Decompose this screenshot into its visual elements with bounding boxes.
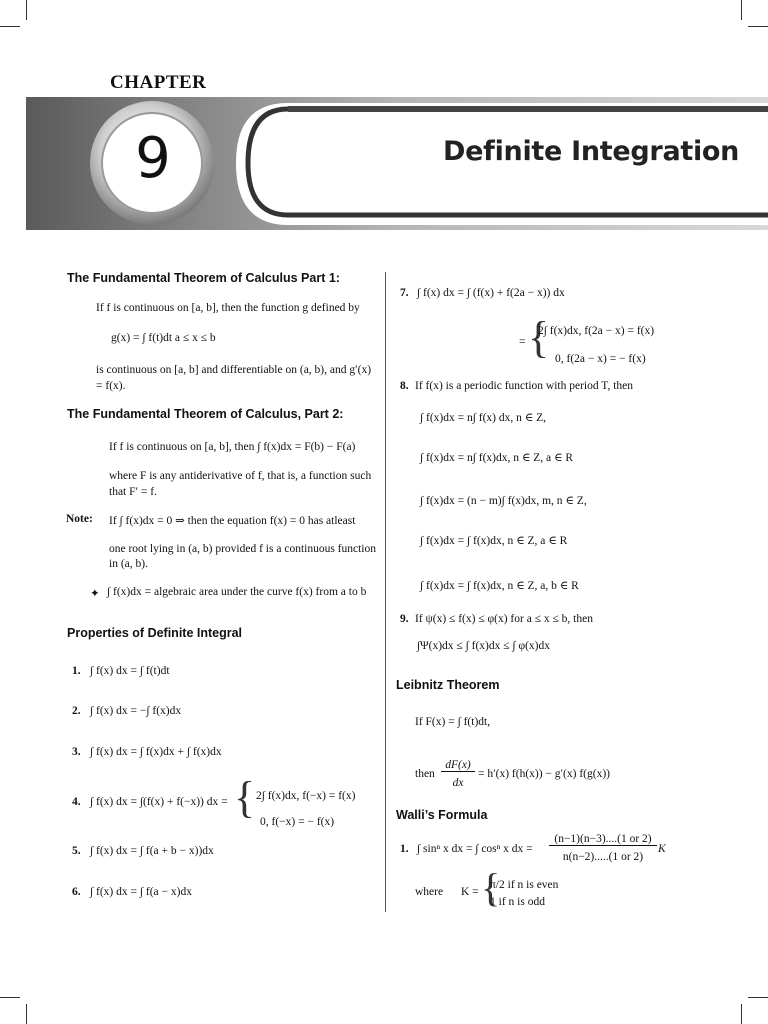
wallis-expr: ∫ sinⁿ x dx = ∫ cosⁿ x dx =	[417, 843, 533, 855]
properties-heading: Properties of Definite Integral	[67, 626, 243, 640]
column-divider	[385, 272, 386, 912]
brace-icon: {	[528, 313, 550, 362]
crop-mark	[26, 1004, 27, 1024]
wallis-k: K	[658, 843, 666, 855]
ftc2-line1: If f is continuous on [a, b], then ∫ f(x)dx = F(b) − F(a)	[109, 441, 356, 453]
ftc2-heading: The Fundamental Theorem of Calculus, Part 2:	[67, 407, 344, 421]
wallis-num: 1.	[400, 843, 409, 855]
item7-expr: ∫ f(x) dx = ∫ (f(x) + f(2a − x)) dx	[417, 287, 565, 299]
ftc1-line1: If f is continuous on [a, b], then the function g defined by	[96, 302, 360, 314]
item9-expr: ∫Ψ(x)dx ≤ ∫ f(x)dx ≤ ∫ φ(x)dx	[417, 640, 551, 652]
note-label: Note:	[66, 513, 93, 525]
leibnitz-line1: If F(x) = ∫ f(t)dt,	[415, 716, 491, 728]
item7-num: 7.	[400, 287, 409, 299]
property-expr: ∫ f(x) dx = ∫ f(t)dt	[90, 665, 170, 677]
equals-sign: =	[519, 336, 526, 348]
property4-case2: 0, f(−x) = − f(x)	[260, 816, 335, 828]
item8-line: ∫ f(x)dx = ∫ f(x)dx, n ∈ Z, a, b ∈ R	[420, 580, 579, 592]
item9-num: 9.	[400, 613, 409, 625]
item7-case1: 2∫ f(x)dx, f(2a − x) = f(x)	[538, 325, 655, 337]
property-num: 1.	[72, 665, 81, 677]
wallis-k-case1: π/2 if n is even	[490, 879, 559, 891]
property-expr: ∫ f(x) dx = ∫ f(a + b − x))dx	[90, 845, 214, 857]
property4-case1: 2∫ f(x)dx, f(−x) = f(x)	[256, 790, 356, 802]
leibnitz-frac-bottom: dx	[452, 777, 464, 789]
wallis-heading: Walli’s Formula	[396, 808, 488, 822]
ftc2-line3: that F′ = f.	[109, 486, 157, 498]
crop-mark	[0, 26, 20, 27]
wallis-k-eq: K =	[461, 886, 479, 898]
chapter-number: 9	[135, 126, 171, 191]
property-num: 6.	[72, 886, 81, 898]
note-line3: in (a, b).	[109, 558, 148, 570]
property-expr: ∫ f(x) dx = ∫ f(x)dx + ∫ f(x)dx	[90, 746, 222, 758]
note-line2: one root lying in (a, b) provided f is a continuous function	[109, 543, 377, 555]
ftc1-heading: The Fundamental Theorem of Calculus Part 1:	[67, 271, 340, 285]
item8-line: ∫ f(x)dx = (n − m)∫ f(x)dx, m, n ∈ Z,	[420, 495, 587, 507]
ftc1-line3: = f(x).	[96, 380, 126, 392]
brace-icon: {	[234, 773, 256, 822]
crop-mark	[741, 1004, 742, 1024]
property-num: 3.	[72, 746, 81, 758]
item8-num: 8.	[400, 380, 409, 392]
chapter-title: Definite Integration	[443, 136, 740, 167]
item9-intro: If ψ(x) ≤ f(x) ≤ φ(x) for a ≤ x ≤ b, then	[415, 613, 593, 625]
ftc1-formula-text: g(x) = ∫ f(t)dt a ≤ x ≤ b	[111, 332, 216, 344]
item8-line: ∫ f(x)dx = n∫ f(x)dx, n ∈ Z, a ∈ R	[420, 452, 574, 464]
property-num: 5.	[72, 845, 81, 857]
property-expr: ∫ f(x) dx = ∫ f(a − x)dx	[90, 886, 192, 898]
leibnitz-rest: = h′(x) f(h(x)) − g′(x) f(g(x))	[478, 768, 610, 780]
wallis-frac-top: (n−1)(n−3)....(1 or 2)	[549, 833, 657, 846]
ftc2-line2: where F is any antiderivative of f, that is, a function such	[109, 470, 372, 482]
property-expr: ∫ f(x) dx = ∫(f(x) + f(−x)) dx =	[90, 796, 228, 808]
note-bullet: ∫ f(x)dx = algebraic area under the curve f(x) from a to b	[107, 586, 367, 598]
leibnitz-heading: Leibnitz Theorem	[396, 678, 500, 692]
property-num: 4.	[72, 796, 81, 808]
crop-mark	[748, 26, 768, 27]
leibnitz-then: then	[415, 768, 435, 780]
note-bullet-diamond: ✦	[90, 588, 100, 600]
crop-mark	[0, 997, 20, 998]
chapter-label: CHAPTER	[110, 72, 207, 93]
wallis-k-case2: 1 if n is odd	[490, 896, 545, 908]
wallis-frac-bottom: n(n−2).....(1 or 2)	[562, 851, 644, 863]
crop-mark	[748, 997, 768, 998]
item8-intro: If f(x) is a periodic function with period T, then	[415, 380, 634, 392]
property-expr: ∫ f(x) dx = −∫ f(x)dx	[90, 705, 182, 717]
wallis-where: where	[415, 886, 444, 898]
property-num: 2.	[72, 705, 81, 717]
item7-case2: 0, f(2a − x) = − f(x)	[555, 353, 646, 365]
item8-line: ∫ f(x)dx = ∫ f(x)dx, n ∈ Z, a ∈ R	[420, 535, 568, 547]
brace-icon: {	[481, 865, 501, 910]
leibnitz-frac-top: dF(x)	[441, 759, 475, 772]
note-line1: If ∫ f(x)dx = 0 ⇒ then the equation f(x) = 0 has atleast	[109, 515, 356, 527]
item8-line: ∫ f(x)dx = n∫ f(x) dx, n ∈ Z,	[420, 412, 547, 424]
ftc1-formula	[111, 332, 216, 344]
ftc1-line2: is continuous on [a, b] and differentiable on (a, b), and g′(x)	[96, 364, 372, 376]
crop-mark	[26, 0, 27, 20]
crop-mark	[741, 0, 742, 20]
